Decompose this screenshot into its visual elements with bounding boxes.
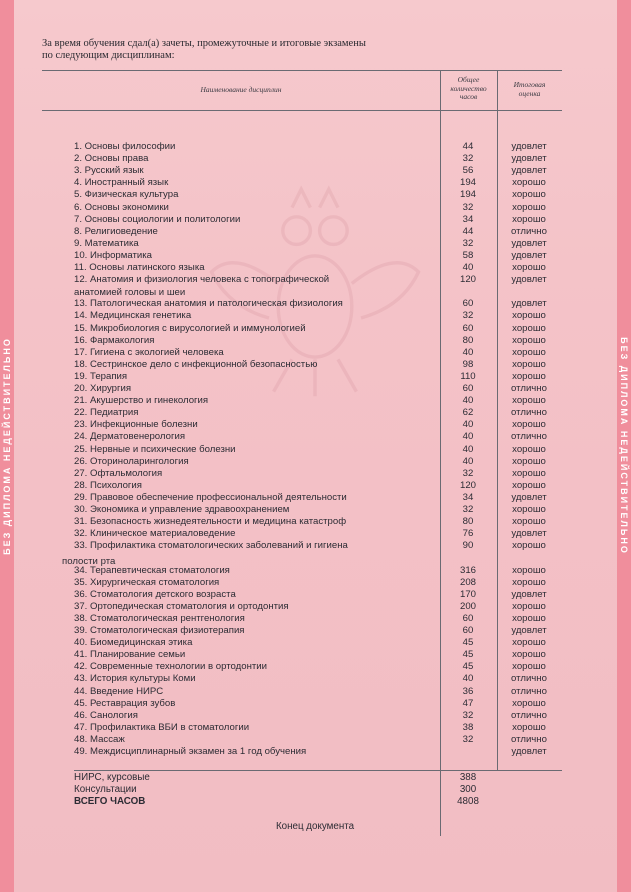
table-row (0, 673, 631, 685)
discipline-name: 16. Фармакология (74, 334, 155, 346)
discipline-grade: хорошо (512, 262, 546, 273)
table-row (0, 480, 631, 492)
discipline-grade: хорошо (512, 370, 546, 382)
discipline-hours: 32 (462, 504, 474, 515)
intro-line-2: по следующим дисциплинам: (42, 50, 175, 61)
table-row (0, 637, 631, 649)
discipline-grade: удовлет (511, 298, 547, 310)
discipline-grade: хорошо (512, 540, 546, 552)
discipline-name: 49. Междисциплинарный экзамен за 1 год обучения (74, 746, 307, 757)
discipline-hours: 32 (462, 201, 474, 213)
table-row (0, 250, 631, 262)
discipline-name: 21. Акушерство и гинекология (74, 395, 209, 407)
table-row (0, 395, 631, 407)
total-label: ВСЕГО ЧАСОВ (74, 796, 146, 807)
discipline-grade: удовлет (511, 625, 547, 636)
discipline-name: 17. Гигиена с экологией человека (74, 346, 224, 358)
discipline-grade: хорошо (512, 721, 546, 733)
discipline-name: 13. Патологическая анатомия и патологическая физиология (74, 298, 343, 310)
table-row (0, 625, 631, 637)
table-row (0, 226, 631, 238)
discipline-grade: отлично (511, 685, 547, 697)
discipline-name: 20. Хирургия (74, 383, 132, 394)
discipline-hours: 56 (462, 165, 474, 177)
discipline-hours: 40 (462, 673, 474, 685)
discipline-grade: хорошо (512, 346, 546, 358)
discipline-hours: 32 (462, 733, 474, 745)
discipline-grade: удовлет (511, 153, 547, 165)
table-row (0, 686, 631, 698)
discipline-hours: 80 (462, 516, 474, 528)
discipline-hours: 76 (462, 528, 474, 540)
discipline-grade: хорошо (512, 504, 546, 515)
end-of-document: Конец документа (275, 821, 355, 832)
discipline-name: 36. Стоматология детского возраста (74, 588, 236, 600)
discipline-grade: отлично (511, 431, 547, 443)
table-row (0, 649, 631, 661)
discipline-name: 40. Биомедицинская этика (74, 637, 193, 649)
discipline-grade: хорошо (512, 189, 546, 201)
table-row (0, 383, 631, 395)
table-row (0, 444, 631, 456)
discipline-name: 41. Планирование семьи (74, 649, 186, 661)
discipline-continuation: полости рта (62, 556, 116, 567)
discipline-grade: отлично (511, 709, 547, 721)
discipline-grade: хорошо (512, 649, 546, 661)
discipline-hours: 32 (462, 709, 474, 721)
discipline-name: 12. Анатомия и физиология человека с топографической (74, 274, 330, 286)
table-row (0, 165, 631, 177)
discipline-grade: хорошо (512, 322, 546, 334)
discipline-grade: хорошо (512, 213, 546, 225)
discipline-name: 5. Физическая культура (74, 189, 179, 201)
discipline-name: 22. Педиатрия (74, 407, 139, 419)
table-row (0, 141, 631, 153)
table-row (0, 746, 631, 758)
table-row (0, 359, 631, 371)
discipline-grade: удовлет (511, 165, 547, 177)
discipline-name: 11. Основы латинского языка (74, 262, 205, 273)
discipline-name: 28. Психология (74, 479, 142, 491)
discipline-hours: 316 (459, 564, 476, 576)
discipline-name: 14. Медицинская генетика (74, 310, 192, 322)
discipline-grade: хорошо (512, 358, 546, 370)
discipline-hours: 98 (462, 358, 474, 370)
discipline-name: 4. Иностранный язык (74, 177, 169, 189)
discipline-hours: 45 (462, 661, 474, 673)
discipline-grade: хорошо (512, 564, 546, 576)
discipline-hours: 45 (462, 649, 474, 661)
discipline-hours: 34 (462, 213, 474, 225)
discipline-grade: хорошо (512, 443, 546, 455)
table-row (0, 456, 631, 468)
table-row (0, 710, 631, 722)
discipline-name: 9. Математика (74, 237, 139, 249)
discipline-hours: 58 (462, 249, 474, 261)
discipline-grade: хорошо (512, 395, 546, 407)
discipline-hours: 170 (459, 588, 476, 600)
discipline-grade: отлично (511, 225, 547, 237)
discipline-name: 46. Санология (74, 709, 138, 721)
discipline-grade: удовлет (511, 249, 547, 261)
discipline-name: 26. Оториноларингология (74, 455, 189, 467)
discipline-name: 47. Профилактика ВБИ в стоматологии (74, 721, 250, 733)
discipline-grade: хорошо (512, 576, 546, 588)
discipline-grade: хорошо (512, 516, 546, 528)
discipline-name: 43. История культуры Коми (74, 673, 196, 685)
discipline-grade: удовлет (511, 491, 547, 503)
discipline-grade: отлично (511, 733, 547, 745)
discipline-grade: хорошо (512, 334, 546, 346)
discipline-grade: хорошо (512, 479, 546, 491)
discipline-grade: хорошо (512, 637, 546, 649)
discipline-hours: 194 (459, 177, 476, 189)
table-row (0, 153, 631, 165)
discipline-hours: 120 (459, 274, 476, 286)
discipline-name: 29. Правовое обеспечение профессиональной деятельности (74, 491, 347, 503)
table-row (0, 310, 631, 322)
discipline-grade: удовлет (511, 528, 547, 540)
discipline-name: 39. Стоматологическая физиотерапия (74, 625, 245, 636)
discipline-name: 34. Терапевтическая стоматология (74, 564, 230, 576)
discipline-hours: 60 (462, 383, 474, 394)
discipline-hours: 110 (460, 370, 476, 382)
total-label: НИРС, курсовые (74, 772, 150, 783)
discipline-continuation: анатомией головы и шеи (74, 287, 186, 298)
table-row (0, 202, 631, 214)
discipline-hours: 44 (462, 225, 474, 237)
discipline-name: 19. Терапия (74, 370, 128, 382)
header-discipline: Наименование дисциплин (200, 85, 282, 94)
discipline-name: 7. Основы социологии и политологии (74, 213, 241, 225)
discipline-grade: удовлет (511, 141, 547, 152)
discipline-hours: 40 (462, 346, 474, 358)
discipline-name: 45. Реставрация зубов (74, 697, 176, 709)
table-row (0, 468, 631, 480)
discipline-grade: хорошо (512, 201, 546, 213)
discipline-hours: 36 (462, 685, 474, 697)
discipline-name: 35. Хирургическая стоматология (74, 576, 220, 588)
table-row (0, 323, 631, 335)
discipline-name: 10. Информатика (74, 249, 152, 261)
discipline-name: 18. Сестринское дело с инфекционной безопасностью (74, 358, 318, 370)
total-label: Консультации (74, 784, 137, 795)
discipline-name: 2. Основы права (74, 153, 149, 165)
discipline-name: 25. Нервные и психические болезни (74, 443, 236, 455)
table-row (0, 734, 631, 746)
table-row (0, 262, 631, 274)
discipline-name: 8. Религиоведение (74, 225, 158, 237)
discipline-hours: 62 (462, 407, 474, 419)
table-row (0, 516, 631, 528)
discipline-grade: хорошо (512, 177, 546, 189)
discipline-hours: 60 (462, 322, 474, 334)
discipline-hours: 208 (459, 576, 476, 588)
discipline-name: 48. Массаж (74, 733, 125, 745)
table-row (0, 613, 631, 625)
discipline-name: 31. Безопасность жизнедеятельности и медицина катастроф (74, 516, 347, 528)
discipline-name: 1. Основы философии (74, 141, 176, 152)
discipline-hours: 60 (462, 612, 474, 624)
discipline-name: 24. Дерматовенерология (74, 431, 186, 443)
discipline-grade: отлично (511, 407, 547, 419)
discipline-grade: хорошо (512, 661, 546, 673)
discipline-hours: 47 (462, 697, 474, 709)
discipline-hours: 38 (462, 721, 474, 733)
side-text-right: БЕЗ ДИПЛОМА НЕДЕЙСТВИТЕЛЬНО (619, 337, 629, 555)
discipline-grade: хорошо (512, 467, 546, 479)
discipline-name: 37. Ортопедическая стоматология и ортодонтия (74, 600, 289, 612)
table-row (0, 189, 631, 201)
discipline-grade: хорошо (512, 612, 546, 624)
table-row (0, 577, 631, 589)
discipline-hours: 40 (462, 431, 474, 443)
discipline-name: 42. Современные технологии в ортодонтии (74, 661, 267, 673)
discipline-grade: удовлет (511, 237, 547, 249)
discipline-hours: 60 (462, 625, 474, 636)
table-row (0, 589, 631, 601)
discipline-name: 30. Экономика и управление здравоохранением (74, 504, 290, 515)
discipline-grade: хорошо (512, 419, 546, 431)
discipline-hours: 32 (462, 237, 474, 249)
discipline-grade: отлично (511, 673, 547, 685)
table-row (0, 661, 631, 673)
discipline-hours: 32 (462, 153, 474, 165)
discipline-hours: 40 (462, 395, 474, 407)
discipline-hours: 120 (459, 479, 476, 491)
discipline-name: 44. Введение НИРС (74, 685, 164, 697)
discipline-hours: 40 (462, 455, 474, 467)
table-row (0, 528, 631, 540)
discipline-grade: хорошо (512, 697, 546, 709)
table-row (0, 298, 631, 310)
discipline-grade: удовлет (511, 746, 547, 757)
discipline-grade: отлично (511, 383, 547, 394)
discipline-hours: 60 (462, 298, 474, 310)
table-row (0, 238, 631, 250)
total-value: 300 (459, 784, 477, 795)
discipline-name: 27. Офтальмология (74, 467, 163, 479)
table-row (0, 431, 631, 443)
discipline-hours: 194 (459, 189, 476, 201)
table-row (0, 722, 631, 734)
table-row (0, 698, 631, 710)
discipline-hours: 40 (462, 262, 474, 273)
discipline-grade: удовлет (511, 274, 547, 286)
discipline-hours: 32 (462, 467, 474, 479)
header-hours: Общее количество часов (450, 75, 487, 101)
table-row (0, 407, 631, 419)
discipline-name: 15. Микробиология с вирусологией и иммунологией (74, 322, 306, 334)
total-value: 388 (459, 772, 477, 783)
discipline-grade: хорошо (512, 310, 546, 322)
table-row (0, 540, 631, 552)
discipline-hours: 90 (462, 540, 474, 552)
discipline-hours: 32 (462, 310, 474, 322)
table-row (0, 371, 631, 383)
discipline-name: 23. Инфекционные болезни (74, 419, 198, 431)
discipline-hours: 34 (462, 491, 474, 503)
table-row (0, 335, 631, 347)
discipline-hours: 80 (462, 334, 474, 346)
table-row (0, 347, 631, 359)
discipline-name: 32. Клиническое материаловедение (74, 528, 236, 540)
discipline-hours: 44 (462, 141, 474, 152)
discipline-hours: 45 (462, 637, 474, 649)
table-row (0, 214, 631, 226)
table-row (0, 504, 631, 516)
discipline-hours: 40 (462, 443, 474, 455)
discipline-hours: 40 (462, 419, 474, 431)
table-row (0, 492, 631, 504)
discipline-grade: удовлет (511, 588, 547, 600)
table-row (0, 177, 631, 189)
table-row (0, 601, 631, 613)
intro-line-1: За время обучения сдал(а) зачеты, промежуточные и итоговые экзамены (42, 38, 366, 49)
discipline-hours: 200 (459, 600, 476, 612)
discipline-name: 6. Основы экономики (74, 201, 169, 213)
header-grade: Итоговая оценка (513, 80, 546, 98)
table-row (0, 419, 631, 431)
discipline-name: 3. Русский язык (74, 165, 144, 177)
discipline-grade: хорошо (512, 455, 546, 467)
discipline-name: 33. Профилактика стоматологических заболеваний и гигиена (74, 540, 348, 552)
table-row (0, 274, 631, 286)
discipline-grade: хорошо (512, 600, 546, 612)
side-text-left: БЕЗ ДИПЛОМА НЕДЕЙСТВИТЕЛЬНО (2, 337, 12, 555)
discipline-name: 38. Стоматологическая рентгенология (74, 612, 245, 624)
total-value: 4808 (457, 796, 479, 807)
